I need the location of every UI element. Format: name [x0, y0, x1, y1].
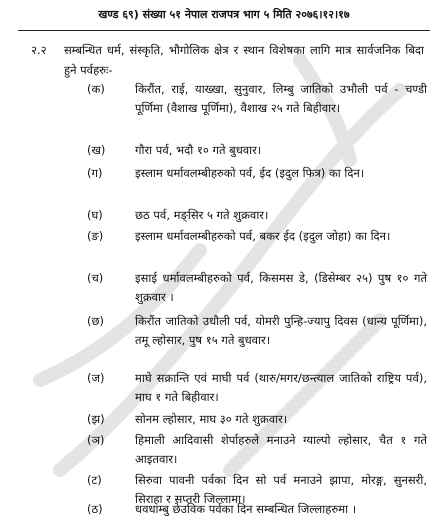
item-label: (ञ)	[87, 433, 105, 447]
item-text: किरौंत, राई, याख्खा, सुनुवार, लिम्बु जातिको उभौली पर्व - चण्डी पूर्णिमा (वैशाख पूर्णिमा), वैशाख २५ गते बिहीवार।	[135, 82, 427, 115]
item-text: सोनम ल्होसार, माघ ३० गते शुक्रवार।	[135, 412, 288, 426]
item-label: (ठ)	[87, 502, 103, 516]
section-number: २.२	[31, 43, 47, 57]
item-text: गौरा पर्व, भदौ १० गते बुधवार।	[135, 143, 262, 157]
item-text: इस्लाम धर्मावलम्बीहरुको पर्व, ईद (इदुल फित्र) का दिन।	[135, 166, 365, 180]
item-label: (ज)	[87, 371, 105, 385]
item-label: (क)	[87, 82, 105, 96]
item-label: (छ)	[87, 314, 105, 328]
item-label: (घ)	[87, 208, 103, 222]
item-text: छठ पर्व, मङ्सिर ५ गते शुक्रवार।	[135, 208, 269, 222]
item-text: धवधाम्बु छेउविक पर्वका दिन सम्बन्धित जिल्लाहरुमा ।	[135, 502, 357, 516]
item-label: (च)	[87, 271, 104, 285]
item-label: (ख)	[87, 143, 106, 157]
item-text: किरौंत जातिको उधौली पर्व, योमरी पुन्हि-ज्यापु दिवस (धान्य पूर्णिमा), तमू ल्होसार, पुष १५ गते बुधवार।	[135, 314, 427, 347]
item-label: (ङ)	[87, 229, 104, 243]
item-label: (झ)	[87, 412, 105, 426]
item-label: (ग)	[87, 166, 103, 180]
gazette-header: खण्ड ६९) संख्या ५१ नेपाल राजपत्र भाग ५ मिति २०७६।१२।१७	[18, 2, 430, 31]
item-text: माघे सक्रान्ति एवं माघी पर्व (थारु/मगर/छन्त्याल जातिको राष्ट्रिय पर्व), माघ १ गते बिहीवार।	[135, 371, 427, 404]
item-text: इसाई धर्मावलम्बीहरुको पर्व, किसमस डे, (डिसेम्बर २५) पुष १० गते शुक्रवार ।	[135, 271, 427, 304]
item-text: सिरुवा पावनी पर्वका दिन सो पर्व मनाउने झापा, मोरङ्ग, सुनसरी, सिराहा र सप्तरी जिल्लामा।	[135, 473, 427, 506]
section-intro: सम्बन्धित धर्म, संस्कृति, भौगोलिक क्षेत्र र स्थान विशेषका लागि मात्र सार्वजनिक बिदा हुने पर्वहरुः-	[64, 43, 424, 77]
item-label: (ट)	[87, 473, 102, 487]
item-text: हिमाली आदिवासी शेर्पाहरुले मनाउने ग्याल्पो ल्होसार, चैत १ गते आइतवार।	[135, 433, 427, 466]
item-text: इस्लाम धर्मावलम्बीहरुको पर्व, बकर ईद (इदुल जोहा) का दिन।	[135, 229, 391, 243]
